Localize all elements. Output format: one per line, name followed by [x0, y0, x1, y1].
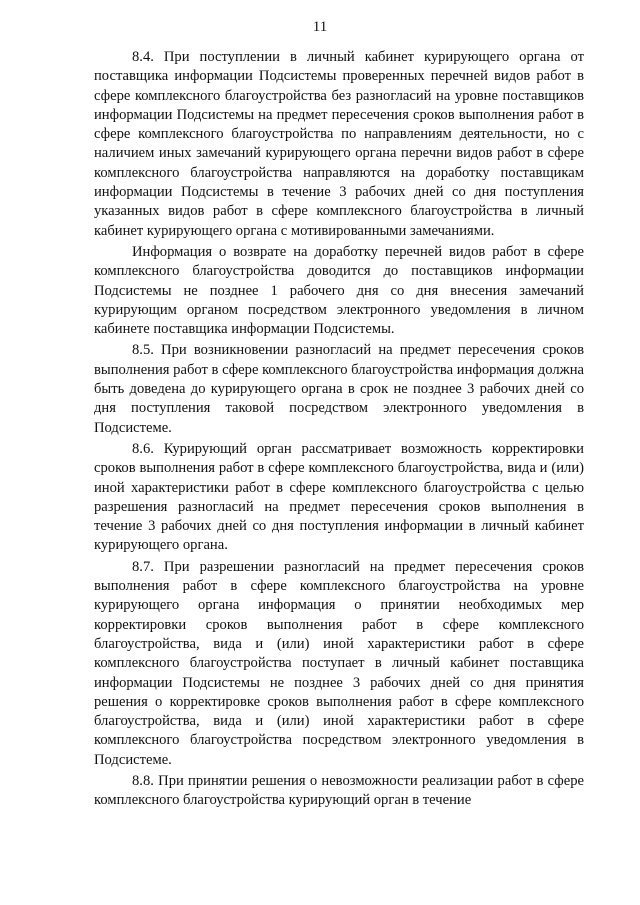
document-body — [94, 48, 584, 811]
page-number: 11 — [312, 19, 328, 35]
paragraph-8-8: 8.8. При принятии решения о невозможности реализации работ в сфере комплексного благоустройства курирующий орган в течение — [94, 772, 584, 809]
paragraph-8-7: 8.7. При разрешении разногласий на предмет пересечения сроков выполнения работ в сфере комплексного благоустройства на уровне курирующего органа информация о принятии необходимых мер корректировки сроков выполнения работ в сфере комплексного благоустройства, вида и (или) иной характеристики работ в сфере комплексного благоустройства поступает в личный кабинет поставщика информации Подсистемы не позднее 3 рабочих дней со дня принятия решения о корректировке сроков выполнения работ в сфере комплексного благоустройства, вида и (или) иной характеристики работ в сфере комплексного благоустройства посредством электронного уведомления в Подсистеме. — [94, 558, 584, 768]
paragraph-8-5: 8.5. При возникновении разногласий на предмет пересечения сроков выполнения работ в сфере комплексного благоустройства информация должна быть доведена до курирующего органа в срок не позднее 3 рабочих дней со дня поступления таковой посредством электронного уведомления в Подсистеме. — [94, 342, 584, 436]
paragraph-8-4-return-info: Информация о возврате на доработку перечней видов работ в сфере комплексного благоустройства доводится до поставщиков информации Подсистемы не позднее 1 рабочего дня со дня внесения замечаний курирующим органом посредством электронного уведомления в личном кабинете поставщика информации Подсистемы. — [94, 243, 584, 338]
paragraph-8-4: 8.4. При поступлении в личный кабинет курирующего органа от поставщика информации Подсистемы проверенных перечней видов работ в сфере комплексного благоустройства без разногласий на уровне поставщиков информации Подсистемы на предмет пересечения сроков выполнения работ в сфере комплексного благоустройства по направлениям деятельности, но с наличием иных замечаний курирующего органа перечни видов работ в сфере комплексного благоустройства направляются на доработку поставщикам информации Подсистемы в течение 3 рабочих дней со дня поступления указанных видов работ в сфере комплексного благоустройства в личный кабинет курирующего органа с мотивированными замечаниями. — [94, 49, 584, 239]
paragraph-8-6: 8.6. Курирующий орган рассматривает возможность корректировки сроков выполнения работ в сфере комплексного благоустройства, вида и (или) иной характеристики работ в сфере комплексного благоустройства с целью разрешения разногласий на предмет пересечения сроков выполнения в течение 3 рабочих дней со дня поступления информации в личный кабинет курирующего органа. — [94, 440, 584, 554]
